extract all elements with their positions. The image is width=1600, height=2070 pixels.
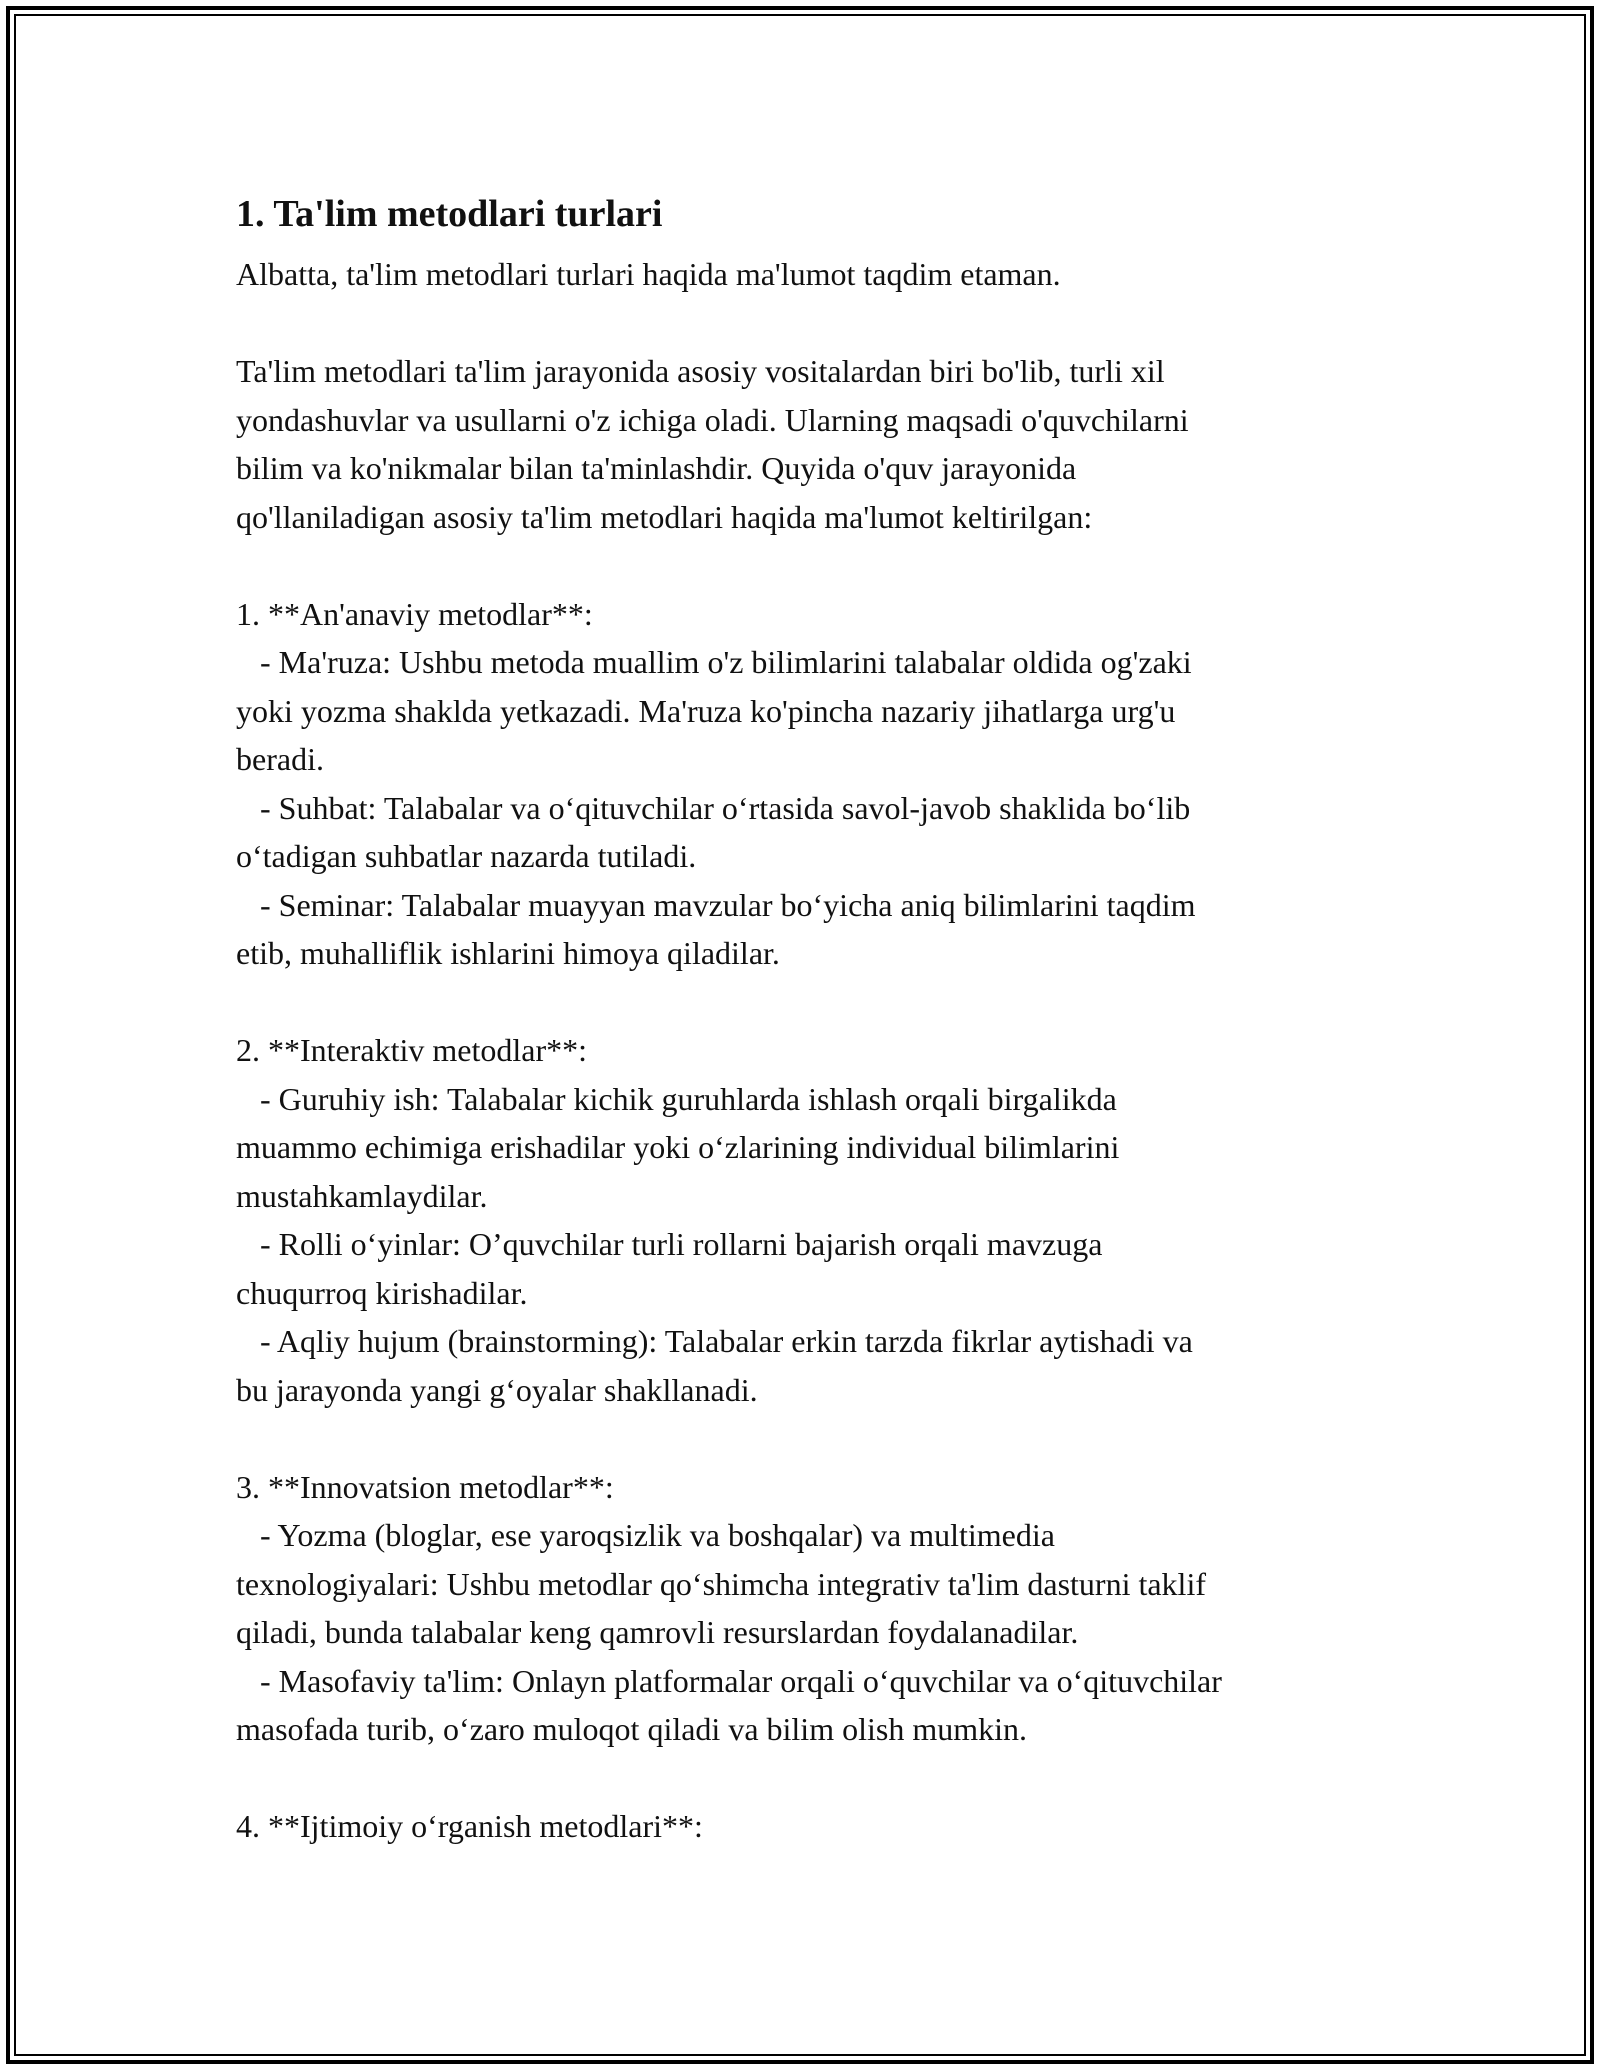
document-title: 1. Ta'lim metodlari turlari bbox=[236, 193, 663, 235]
document-page bbox=[236, 186, 1386, 1851]
document-body: Albatta, ta'lim metodlari turlari haqida ma'lumot taqdim etaman. Ta'lim metodlari ta'lim jarayonida asosiy vositalardan biri bo'lib, turli xil yondashuvlar va usullarni o'z ichiga oladi. Ularning maqsadi o'quvchilarni bilim va ko'nikmalar bilan ta'minlashdir. Quyida o'quv jarayonida qo'llaniladigan asosiy ta'lim metodlari haqida ma'lumot keltirilgan: 1. **An'anaviy metodlar**: - Ma'ruza: Ushbu metoda muallim o'z bilimlarini talabalar oldida og'zaki yoki yozma shaklda yetkazadi. Ma'ruza ko'pincha nazariy jihatlarga urg'u beradi. - Suhbat: Talabalar va o‘qituvchilar o‘rtasida savol-javob shaklida bo‘lib o‘tadigan suhbatlar nazarda tutiladi. - Seminar: Talabalar muayyan mavzular bo‘yicha aniq bilimlarini taqdim etib, muhalliflik ishlarini himoya qiladilar. 2. **Interaktiv metodlar**: - Guruhiy ish: Talabalar kichik guruhlarda ishlash orqali birgalikda muammo echimiga erishadilar yoki o‘zlarining individual bilimlarini mustahkamlaydilar. - Rolli o‘yinlar: O’quvchilar turli rollarni bajarish orqali mavzuga chuqurroq kirishadilar. - Aqliy hujum (brainstorming): Talabalar erkin tarzda fikrlar aytishadi va bu jarayonda yangi g‘oyalar shakllanadi. 3. **Innovatsion metodlar**: - Yozma (bloglar, ese yaroqsizlik va boshqalar) va multimedia texnologiyalari: Ushbu metodlar qo‘shimcha integrativ ta'lim dasturni taklif qiladi, bunda talabalar keng qamrovli resurslardan foydalanadilar. - Masofaviy ta'lim: Onlayn platformalar orqali o‘quvchilar va o‘qituvchilar masofada turib, o‘zaro muloqot qiladi va bilim olish mumkin. 4. **Ijtimoiy o‘rganish metodlari**: bbox=[236, 256, 1222, 1844]
